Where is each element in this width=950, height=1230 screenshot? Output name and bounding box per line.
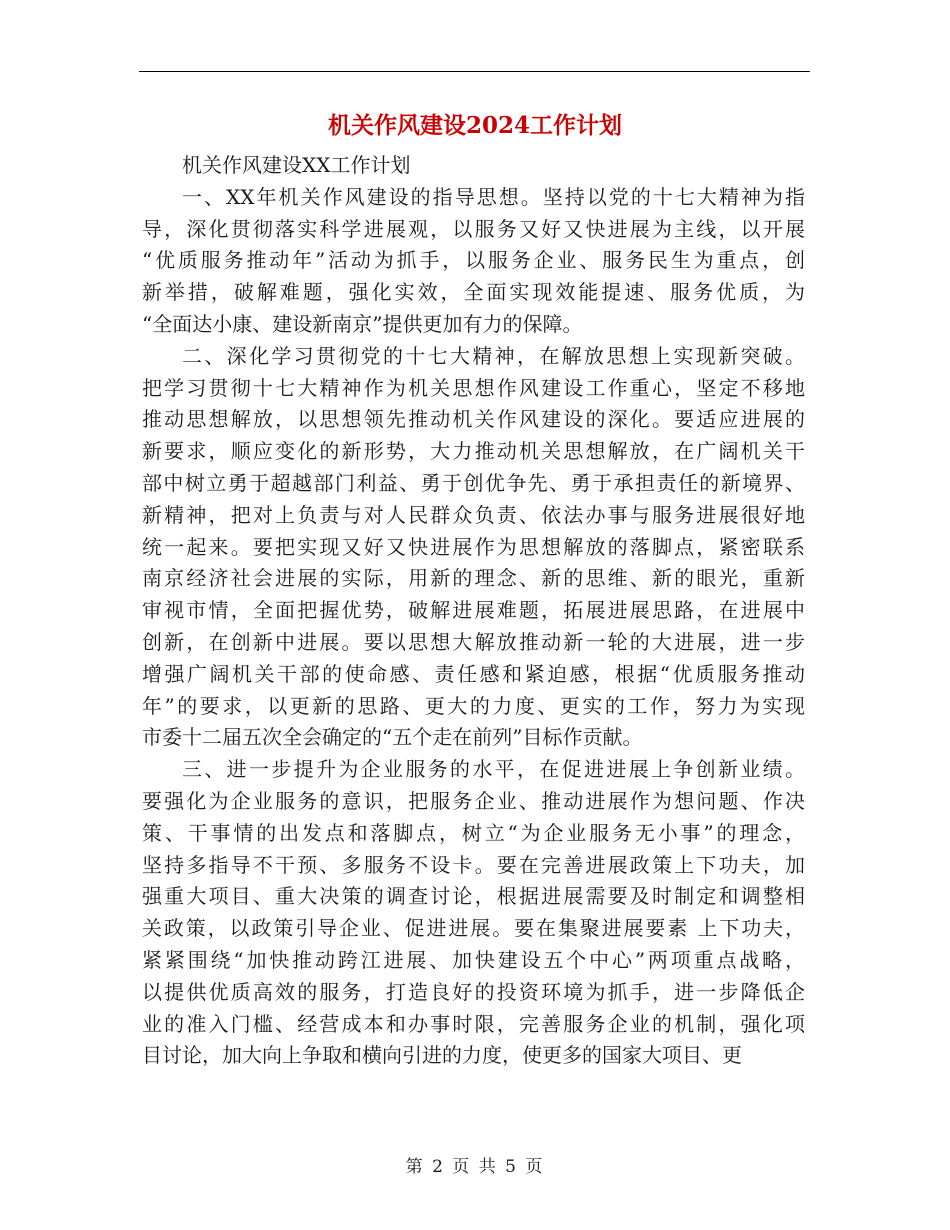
header-rule: [139, 71, 810, 72]
paragraph: [142, 341, 805, 754]
page-footer: 第 2 页 共 5 页: [405, 1157, 545, 1177]
paragraph-line: 策、干事情的出发点和落脚点，树立“为企业服务无小事”的理念，: [142, 820, 805, 845]
paragraph-line: 增强广阔机关干部的使命感、责任感和紧迫感，根据“优质服务推动: [142, 661, 805, 686]
paragraph-line: 新举措，破解难题，强化实效，全面实现效能提速、服务优质，为: [142, 280, 805, 305]
paragraph-list: [142, 182, 805, 1072]
paragraph: [142, 182, 805, 341]
paragraph-line: 三、进一步提升为企业服务的水平，在促进进展上争创新业绩。: [182, 757, 805, 782]
paragraph-line: 以提供优质高效的服务，打造良好的投资环境为抓手，进一步降低企: [142, 979, 805, 1004]
paragraph-line: 关政策，以政策引导企业、促进进展。要在集聚进展要素 上下功夫，: [142, 916, 805, 941]
paragraph-line: 坚持多指导不干预、多服务不设卡。要在完善进展政策上下功夫，加: [142, 852, 805, 877]
paragraph-line: 统一起来。要把实现又好又快进展作为思想解放的落脚点，紧密联系: [142, 534, 805, 559]
paragraph-line: 推动思想解放，以思想领先推动机关作风建设的深化。要适应进展的: [142, 407, 805, 432]
paragraph-line: 市委十二届五次全会确定的“五个走在前列”目标作贡献。: [142, 725, 643, 750]
paragraph-line: 新精神，把对上负责与对人民群众负责、依法办事与服务进展很好地: [142, 502, 805, 527]
document-title: 机关作风建设2024工作计划: [327, 112, 622, 139]
paragraph-line: 二、深化学习贯彻党的十七大精神，在解放思想上实现新突破。: [182, 343, 805, 368]
document-subtitle: 机关作风建设XX工作计划: [182, 153, 411, 177]
paragraph-line: 导，深化贯彻落实科学进展观，以服务又好又快进展为主线，以开展: [142, 216, 805, 241]
paragraph-line: 新要求，顺应变化的新形势，大力推动机关思想解放，在广阔机关干: [142, 439, 805, 464]
paragraph-line: 审视市情，全面把握优势，破解进展难题，拓展进展思路，在进展中: [142, 598, 805, 623]
paragraph-line: 强重大项目、重大决策的调查讨论，根据进展需要及时制定和调整相: [142, 884, 805, 909]
paragraph-line: 把学习贯彻十七大精神作为机关思想作风建设工作重心，坚定不移地: [142, 375, 805, 400]
paragraph-line: “优质服务推动年”活动为抓手，以服务企业、服务民生为重点，创: [142, 248, 805, 273]
paragraph-line: “全面达小康、建设新南京”提供更加有力的保障。: [142, 311, 583, 336]
paragraph-line: 年”的要求，以更新的思路、更大的力度、更实的工作，努力为实现: [142, 693, 805, 718]
paragraph: [142, 754, 805, 1072]
paragraph-line: 部中树立勇于超越部门利益、勇于创优争先、勇于承担责任的新境界、: [142, 470, 805, 495]
document-body: [142, 150, 805, 1072]
paragraph-line: 业的准入门槛、经营成本和办事时限，完善服务企业的机制，强化项: [142, 1011, 805, 1036]
paragraph-line: 目讨论，加大向上争取和横向引进的力度，使更多的国家大项目、更: [142, 1043, 742, 1068]
paragraph-line: 一、XX年机关作风建设的指导思想。坚持以党的十七大精神为指: [182, 184, 805, 209]
paragraph-line: 创新，在创新中进展。要以思想大解放推动新一轮的大进展，进一步: [142, 629, 805, 654]
paragraph-line: 紧紧围绕“加快推动跨江进展、加快建设五个中心”两项重点战略，: [142, 947, 805, 972]
paragraph-line: 南京经济社会进展的实际，用新的理念、新的思维、新的眼光，重新: [142, 566, 805, 591]
paragraph-line: 要强化为企业服务的意识，把服务企业、推动进展作为想问题、作决: [142, 788, 805, 813]
